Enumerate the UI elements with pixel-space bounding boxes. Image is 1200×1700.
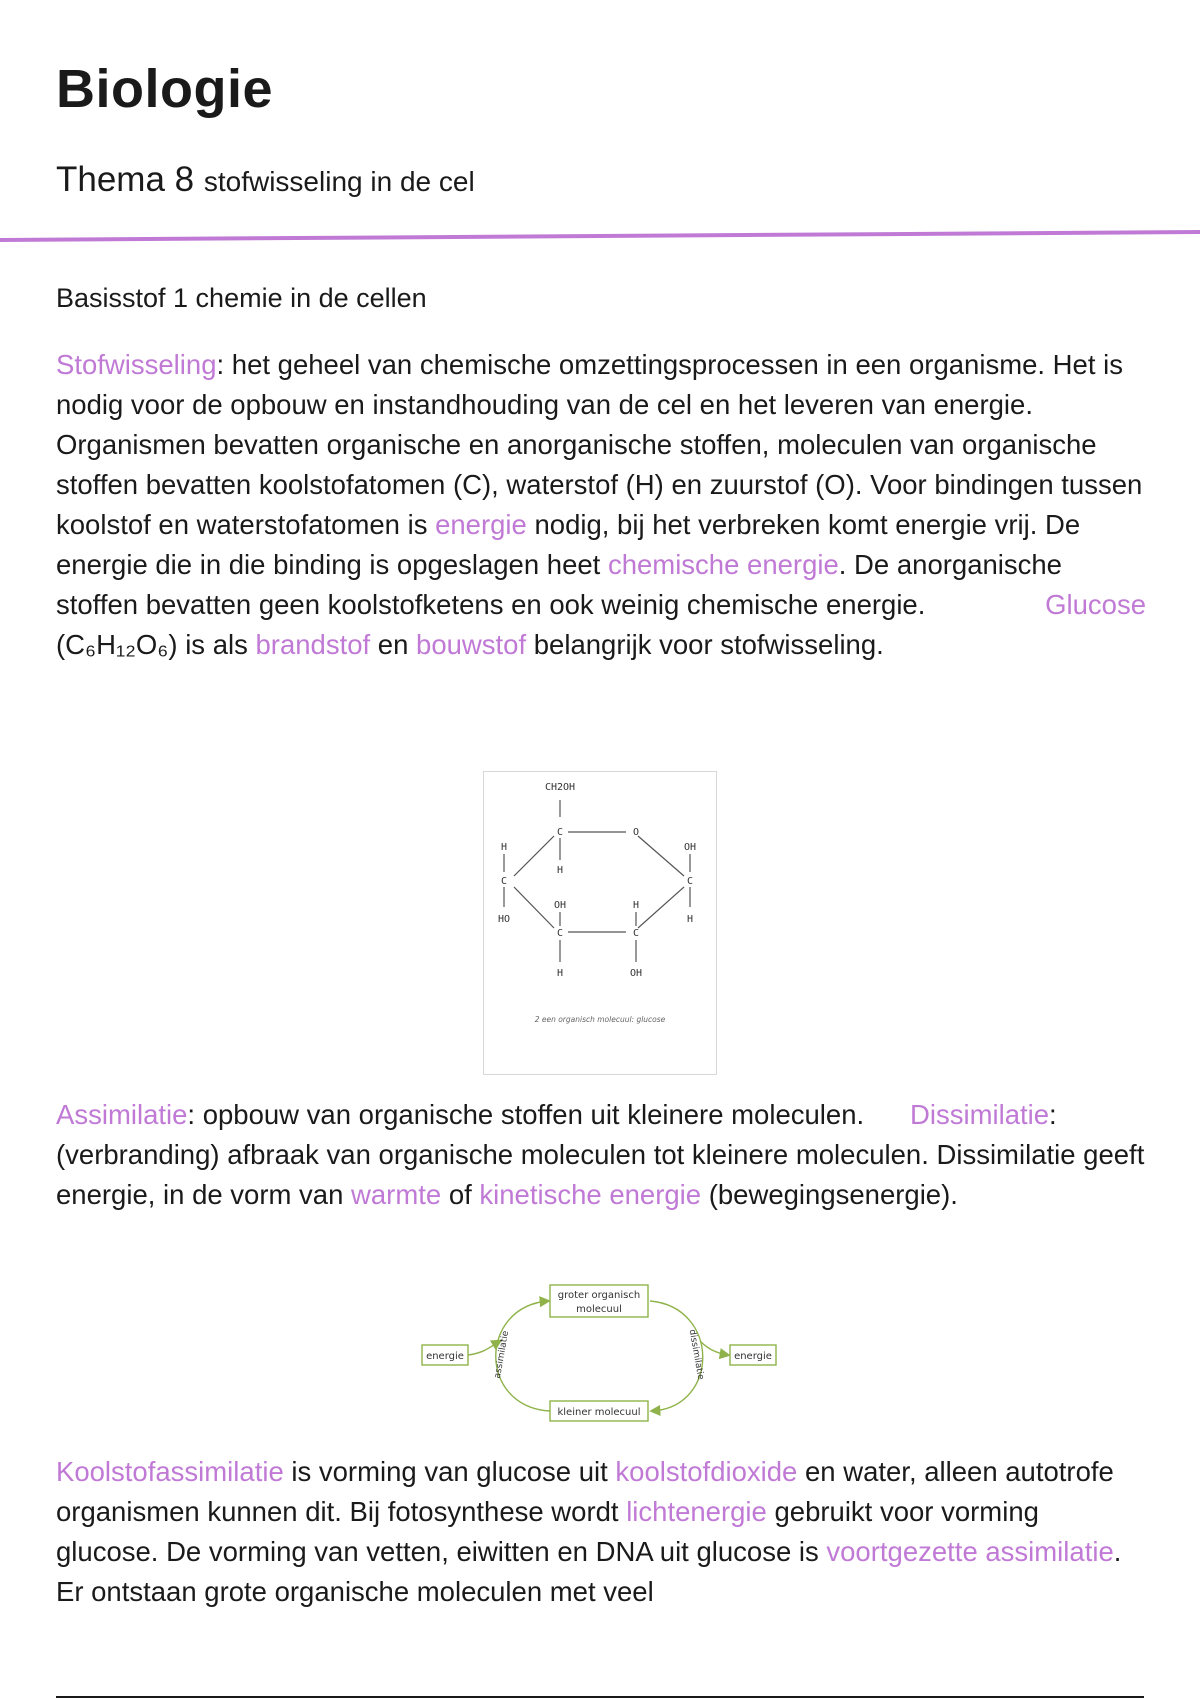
- term-assimilatie: Assimilatie: [56, 1099, 188, 1130]
- term-bouwstof: bouwstof: [416, 629, 527, 660]
- atom-ch2oh-label: CH2OH: [544, 782, 576, 793]
- page-title: Biologie: [56, 59, 273, 119]
- atom-oh-label: OH: [553, 900, 567, 911]
- theme-heading: [56, 160, 475, 200]
- text: en: [370, 629, 417, 660]
- paragraph-koolstofassimilatie: [56, 1452, 1146, 1612]
- atom-c-label: C: [556, 827, 564, 838]
- atom-ho-label: HO: [497, 914, 511, 925]
- text: : het geheel van chemische omzettingsprocessen in een organisme. Het is nodig voor de opbouw en instandhouding van de cel en het leveren van energie.: [56, 349, 1123, 420]
- term-voortgezette-assimilatie: voortgezette assimilatie: [826, 1536, 1114, 1567]
- theme-subtitle: stofwisseling in de cel: [203, 166, 475, 197]
- atom-c-label: C: [632, 928, 640, 939]
- term-warmte: warmte: [351, 1179, 442, 1210]
- bottom-rule: [56, 1696, 1144, 1698]
- text: nodig, bij het verbreken komt energie vrij. De energie die in die binding is opgeslagen heet: [56, 509, 1081, 580]
- figure-caption: 2 een organisch molecuul: glucose: [534, 1015, 666, 1024]
- left-energy-label: energie: [426, 1351, 464, 1362]
- top-box-label: groter organisch: [557, 1290, 641, 1301]
- text: Organismen bevatten organische en anorganische stoffen, moleculen van organische stoffen bevatten koolstofatomen (C), waterstof (H) en zuurstof (O). Voor bindingen tussen koolstof en waterstofatomen is: [56, 429, 1143, 540]
- term-koolstofassimilatie: Koolstofassimilatie: [56, 1456, 284, 1487]
- assimilation-cycle-diagram: [418, 1283, 783, 1423]
- text: of: [441, 1179, 480, 1210]
- atom-o-label: O: [632, 827, 640, 838]
- term-energie: energie: [435, 509, 527, 540]
- glucose-structure-figure: [483, 771, 717, 1075]
- text: . Er ontstaan grote organische moleculen met veel: [56, 1536, 1122, 1607]
- atom-h-label: H: [556, 968, 564, 979]
- text: : (verbranding) afbraak van organische moleculen tot kleinere moleculen. Dissimilatie geeft energie, in de vorm van: [56, 1099, 1145, 1210]
- term-stofwisseling: Stofwisseling: [56, 349, 217, 380]
- term-kinetische-energie: kinetische energie: [479, 1179, 702, 1210]
- atom-h-label: H: [556, 865, 564, 876]
- atom-oh-label: OH: [629, 968, 643, 979]
- theme-label: Thema 8: [56, 160, 195, 199]
- dissimilatie-arc-label: dissimilatie: [686, 1328, 706, 1381]
- atom-h-label: H: [632, 900, 640, 911]
- text: (bewegingsenergie).: [701, 1179, 958, 1210]
- paragraph-assimilatie: [56, 1095, 1146, 1215]
- term-glucose: Glucose: [1045, 589, 1146, 620]
- text: (C₆H₁₂O₆) is als: [56, 629, 256, 660]
- top-box-label: molecuul: [576, 1304, 622, 1315]
- term-dissimilatie: Dissimilatie: [909, 1099, 1050, 1130]
- text: en water, alleen autotrofe organismen kunnen dit. Bij fotosynthese wordt: [56, 1456, 1114, 1527]
- atom-h-label: H: [500, 842, 508, 853]
- bottom-box-label: kleiner molecuul: [557, 1407, 641, 1418]
- atom-h-label: H: [686, 914, 694, 925]
- text: . De anorganische stoffen bevatten geen koolstofketens en ook weinig chemische energie.: [56, 549, 1062, 620]
- atom-c-label: C: [500, 876, 508, 887]
- text: is vorming van glucose uit: [283, 1456, 616, 1487]
- atom-c-label: C: [686, 876, 694, 887]
- text: : opbouw van organische stoffen uit kleinere moleculen.: [187, 1099, 865, 1130]
- right-energy-label: energie: [734, 1351, 772, 1362]
- text: gebruikt voor vorming glucose. De vorming van vetten, eiwitten en DNA uit glucose is: [56, 1496, 1039, 1567]
- atom-c-label: C: [556, 928, 564, 939]
- text: belangrijk voor stofwisseling.: [526, 629, 884, 660]
- term-koolstofdioxide: koolstofdioxide: [615, 1456, 798, 1487]
- term-brandstof: brandstof: [255, 629, 371, 660]
- assimilatie-arc-label: assimilatie: [492, 1330, 512, 1380]
- section-title: Basisstof 1 chemie in de cellen: [56, 283, 427, 313]
- header-divider: [0, 228, 1200, 244]
- paragraph-stofwisseling: [56, 345, 1146, 665]
- term-chemische-energie: chemische energie: [607, 549, 839, 580]
- atom-oh-label: OH: [683, 842, 697, 853]
- term-lichtenergie: lichtenergie: [626, 1496, 767, 1527]
